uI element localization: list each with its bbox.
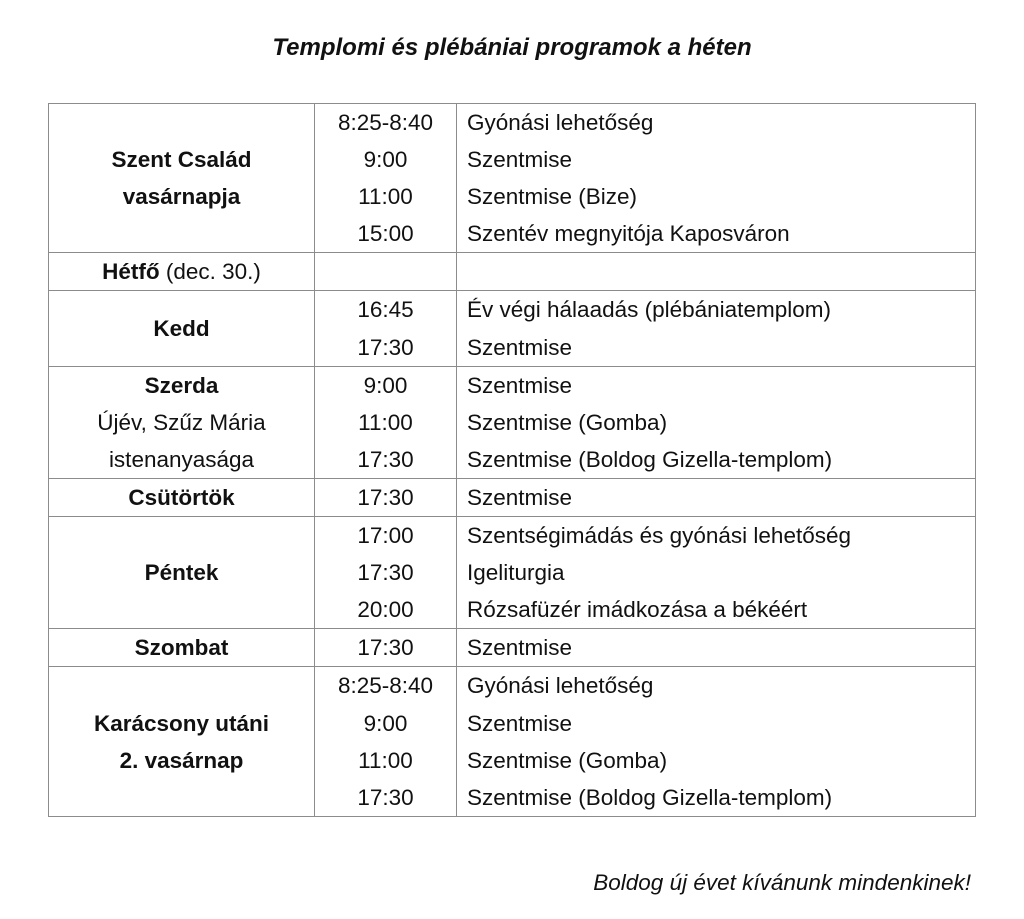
day-name-line xyxy=(49,742,314,779)
event-line: Szentmise xyxy=(467,710,573,736)
day-cell xyxy=(49,104,315,253)
day-name: vasárnapja xyxy=(122,184,241,210)
time-line: 17:30 xyxy=(357,334,414,360)
time-line: 17:30 xyxy=(357,635,414,661)
time-line: 17:30 xyxy=(357,484,414,510)
time-line: 9:00 xyxy=(363,710,408,736)
event-line: Szentmise xyxy=(467,147,573,173)
day-cell xyxy=(49,253,315,291)
day-name: Szombat xyxy=(134,635,229,661)
event-line: Év végi hálaadás (plébániatemplom) xyxy=(467,297,831,323)
day-name: Péntek xyxy=(144,560,219,586)
day-name-line xyxy=(49,141,314,178)
day-name-line xyxy=(49,253,314,290)
time-line: 9:00 xyxy=(363,372,408,398)
event-line xyxy=(467,253,975,290)
event-line: Szentmise xyxy=(467,635,573,661)
event-line: Szentségimádás és gyónási lehetőség xyxy=(467,523,851,549)
event-line: Rózsafüzér imádkozása a békéért xyxy=(467,597,808,623)
footer-greeting: Boldog új évet kívánunk mindenkinek! xyxy=(593,870,971,895)
event-cell xyxy=(457,517,976,629)
time-line: 11:00 xyxy=(358,409,413,435)
day-name: Csütörtök xyxy=(128,484,235,510)
day-name-line xyxy=(49,554,314,591)
event-line: Szentmise (Boldog Gizella-templom) xyxy=(467,446,833,472)
day-feast-line: istenanyasága xyxy=(108,446,255,472)
day-date-note: (dec. 30.) xyxy=(159,259,261,285)
day-row xyxy=(49,104,976,253)
time-line xyxy=(315,253,456,290)
day-name: Karácsony utáni xyxy=(93,710,270,736)
day-row xyxy=(49,366,976,478)
day-cell xyxy=(49,291,315,366)
day-name: Szerda xyxy=(144,372,219,398)
time-cell xyxy=(315,667,457,816)
day-row xyxy=(49,291,976,366)
time-line: 9:00 xyxy=(363,147,408,173)
time-cell xyxy=(315,291,457,366)
day-cell xyxy=(49,366,315,478)
event-cell xyxy=(457,291,976,366)
time-line: 17:30 xyxy=(357,784,414,810)
time-line: 11:00 xyxy=(358,184,413,210)
event-cell xyxy=(457,667,976,816)
day-feast-line: Újév, Szűz Mária xyxy=(97,409,266,435)
time-cell xyxy=(315,366,457,478)
time-line: 8:25-8:40 xyxy=(337,673,434,699)
time-line: 15:00 xyxy=(357,221,414,247)
event-line: Gyónási lehetőség xyxy=(467,673,654,699)
event-cell xyxy=(457,253,976,291)
day-name-line xyxy=(49,479,314,516)
day-name-line xyxy=(49,178,314,215)
day-name-line xyxy=(49,310,314,347)
event-line: Szentév megnyitója Kaposváron xyxy=(467,221,790,247)
day-cell xyxy=(49,667,315,816)
schedule-body xyxy=(49,104,976,817)
page-title: Templomi és plébániai programok a héten xyxy=(272,34,752,61)
event-cell xyxy=(457,478,976,516)
time-line: 20:00 xyxy=(357,597,414,623)
time-cell xyxy=(315,629,457,667)
day-name-line xyxy=(49,367,314,404)
day-cell xyxy=(49,517,315,629)
event-line: Szentmise (Gomba) xyxy=(467,747,668,773)
time-line: 17:30 xyxy=(357,560,414,586)
day-name-line xyxy=(49,629,314,666)
time-cell xyxy=(315,517,457,629)
day-row xyxy=(49,478,976,516)
day-row xyxy=(49,253,976,291)
day-cell xyxy=(49,629,315,667)
day-name: Kedd xyxy=(153,316,210,342)
day-row xyxy=(49,667,976,816)
time-line: 17:30 xyxy=(357,446,414,472)
time-line: 11:00 xyxy=(358,747,413,773)
day-name-line xyxy=(49,705,314,742)
event-cell xyxy=(457,366,976,478)
time-line: 16:45 xyxy=(357,297,414,323)
event-line: Szentmise (Gomba) xyxy=(467,409,668,435)
event-cell xyxy=(457,104,976,253)
day-name: 2. vasárnap xyxy=(119,747,244,773)
time-cell xyxy=(315,104,457,253)
event-line: Szentmise (Bize) xyxy=(467,184,638,210)
event-line: Szentmise xyxy=(467,334,573,360)
event-line: Gyónási lehetőség xyxy=(467,110,654,135)
event-line: Szentmise xyxy=(467,484,573,510)
schedule-table xyxy=(48,103,976,817)
time-line: 8:25-8:40 xyxy=(337,110,434,135)
day-row xyxy=(49,629,976,667)
day-name: Szent Család xyxy=(111,147,252,173)
day-name: Hétfő xyxy=(102,259,160,285)
time-cell xyxy=(315,253,457,291)
day-cell xyxy=(49,478,315,516)
event-cell xyxy=(457,629,976,667)
event-line: Igeliturgia xyxy=(467,560,565,586)
day-row xyxy=(49,517,976,629)
event-line: Szentmise (Boldog Gizella-templom) xyxy=(467,784,833,810)
time-cell xyxy=(315,478,457,516)
time-line: 17:00 xyxy=(357,523,414,549)
event-line: Szentmise xyxy=(467,372,573,398)
